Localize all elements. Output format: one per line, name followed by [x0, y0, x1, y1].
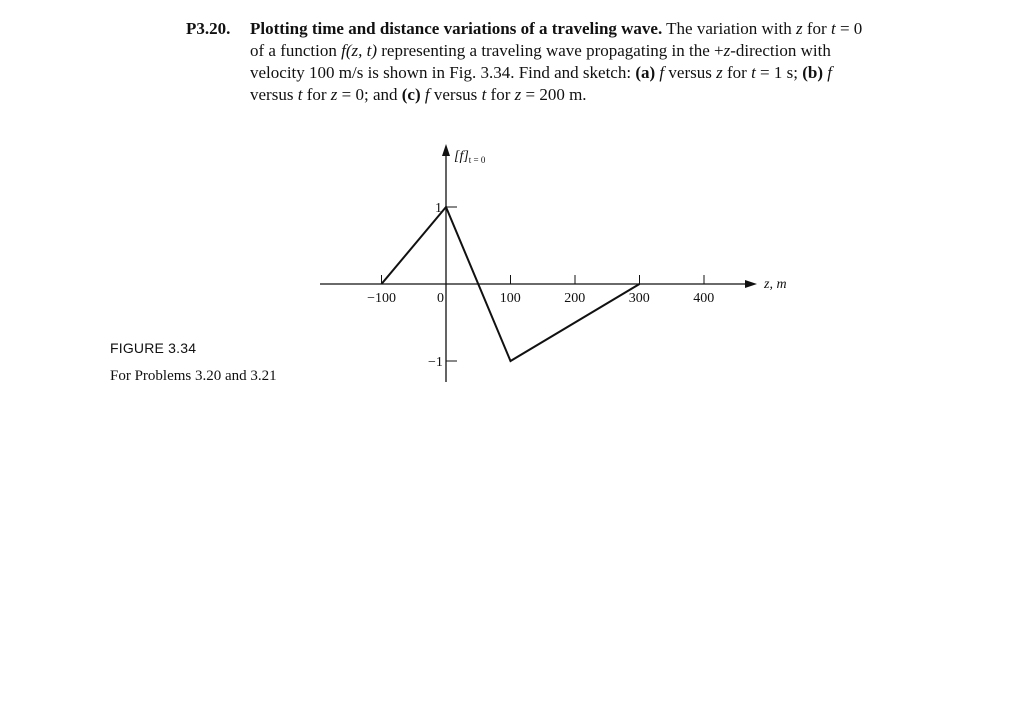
- var-f: f: [659, 63, 665, 82]
- y-tick-label: −1: [428, 355, 443, 370]
- var-z2: z: [723, 41, 731, 60]
- var-z: z: [796, 19, 803, 38]
- problem-text: Plotting time and distance variations of a traveling wave. The variation with z for t = 0 of a function f(z, t) representing a traveling wave propagating in the +z-direction with velocity 100 m/s is shown in Fig. 3.34. Find and sketch: (a) f versus z for t = 1 s; (b) f versus t for z = 0; and (c) f versus t for z = 200 m.: [250, 19, 863, 104]
- func-f: f(z, t): [341, 41, 377, 60]
- text-eq0b: = 0; and: [341, 85, 398, 104]
- x-tick-label: 300: [628, 291, 650, 306]
- part-c: (c): [401, 85, 421, 104]
- text-for: for: [806, 19, 827, 38]
- text-rep: representing a traveling wave propagating in the: [381, 41, 710, 60]
- text-versus2: versus: [250, 85, 294, 104]
- var-z5: z: [514, 85, 522, 104]
- part-b: (b): [802, 63, 824, 82]
- problem-number: P3.20.: [186, 19, 231, 38]
- plus-sign: +: [714, 41, 724, 60]
- var-f3: f: [424, 85, 430, 104]
- y-axis-arrow: [442, 144, 450, 156]
- text-versus3: versus: [433, 85, 478, 104]
- figure-subcaption: For Problems 3.20 and 3.21: [110, 368, 277, 384]
- part-a: (a): [635, 63, 656, 82]
- text-200: = 200 m.: [525, 85, 587, 104]
- text-versus: versus: [668, 63, 712, 82]
- x-tick-label: 200: [564, 291, 586, 306]
- problem-title: Plotting time and distance variations of a traveling wave.: [250, 19, 663, 38]
- text-dir: -direction with velocity 100 m/s is shown in Fig. 3.34. Find and sketch:: [250, 41, 831, 82]
- x-axis-label: z, m: [764, 277, 787, 292]
- var-t3: t: [297, 85, 303, 104]
- var-t: t: [830, 19, 836, 38]
- var-f2: f: [827, 63, 832, 82]
- y-axis-label: $[f]_{t = 0}$: [454, 149, 486, 165]
- text-1s: = 1 s;: [760, 63, 798, 82]
- var-t4: t: [481, 85, 487, 104]
- text-eq0: = 0 of a function: [250, 19, 863, 60]
- x-tick-label: 100: [499, 291, 521, 306]
- y-tick-label: 1: [435, 201, 442, 216]
- text-for2: for: [726, 63, 747, 82]
- var-z3: z: [716, 63, 723, 82]
- var-t2: t: [751, 63, 756, 82]
- x-tick-label: −100: [367, 291, 397, 306]
- figure-caption: FIGURE 3.34: [110, 340, 197, 356]
- var-z4: z: [330, 85, 338, 104]
- x-tick-label: 400: [693, 291, 715, 306]
- x-axis-arrow: [745, 280, 757, 288]
- x-tick-label: 0: [437, 291, 444, 306]
- text-for3: for: [306, 85, 327, 104]
- text-for4: for: [490, 85, 511, 104]
